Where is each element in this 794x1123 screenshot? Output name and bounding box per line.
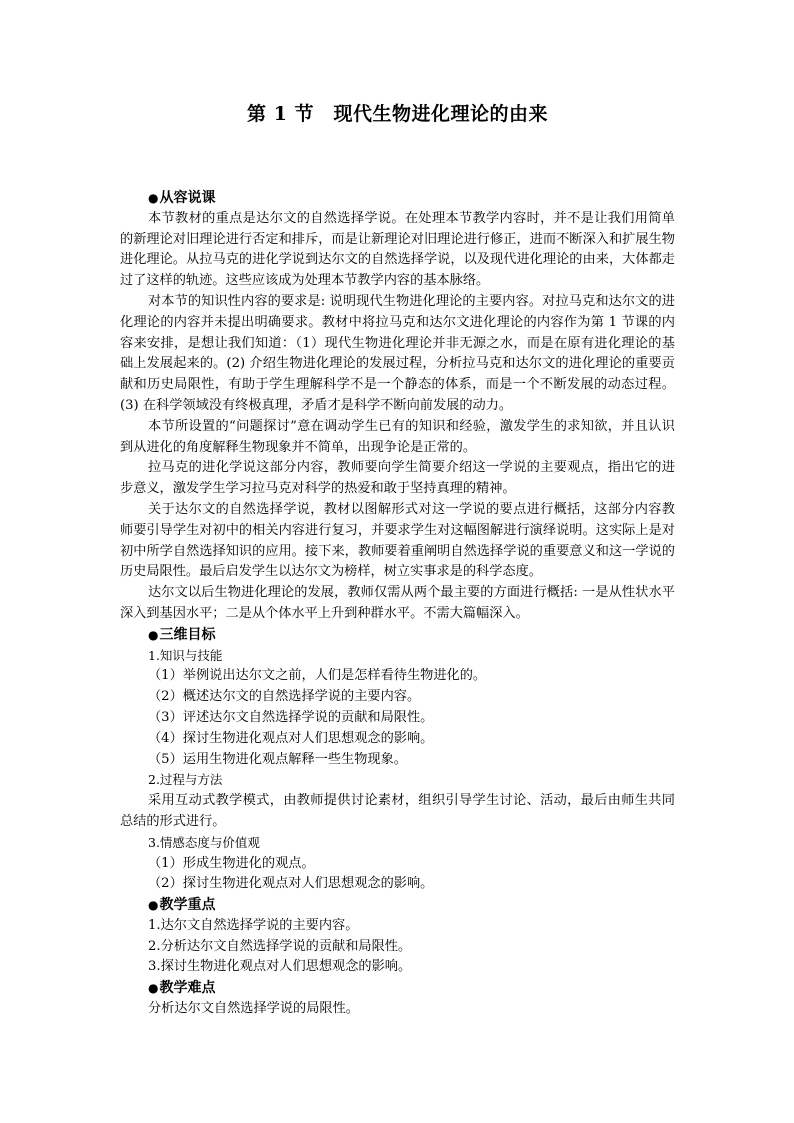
subheading-process-method: 2.过程与方法: [148, 772, 223, 788]
list-item: 2.分析达尔文自然选择学说的贡献和局限性。: [148, 938, 412, 954]
subheading-attitude-values: 3.情感态度与价值观: [148, 834, 260, 850]
list-item: （1）举例说出达尔文之前，人们是怎样看待生物进化的。: [148, 668, 487, 684]
paragraph: 本节所设置的“问题探讨”意在调动学生已有的知识和经验，激发学生的求知欲，并且认识到从进化的角度解释生物现象并不简单，出现争论是正常的。: [120, 418, 675, 455]
list-item: 3.探讨生物进化观点对人们思想观念的影响。: [148, 959, 412, 975]
section-heading-cong-rong-shuo-ke: [120, 188, 675, 209]
paragraph: 对本节的知识性内容的要求是: 说明现代生物进化理论的主要内容。对拉马克和达尔文的进化理论的内容并未提出明确要求。教材中将拉马克和达尔文进化理论的内容作为第 1 节课的内容来安排，是想让我们知道：（1）现代生物进化理论并非无源之水，而是在原有进化理论的基础上发展起来的。(2) 介绍生物进化理论的发展过程，分析拉马克和达尔文的进化理论的重要贡献和历史局限性，有助于学生理解科学不是一个静态的体系，而是一个不断发展的动态过程。(3) 在科学领域没有终极真理，矛盾才是科学不断向前发展的动力。: [120, 293, 675, 413]
list-item: （3）评述达尔文自然选择学说的贡献和局限性。: [148, 709, 434, 725]
list-item: （1）形成生物进化的观点。: [148, 855, 315, 871]
section-heading-label: 从容说课: [159, 190, 216, 206]
paragraph: 关于达尔文的自然选择学说，教材以图解形式对这一学说的要点进行概括，这部分内容教师要引导学生对初中的相关内容进行复习，并要求学生对这幅图解进行演绎说明。这实际上是对初中所学自然选择知识的应用。接下来，教师要着重阐明自然选择学说的重要意义和这一学说的历史局限性。最后启发学生以达尔文为榜样，树立实事求是的科学态度。: [120, 501, 675, 580]
subheading-knowledge-skills: 1.知识与技能: [148, 647, 223, 663]
paragraph: 采用互动式教学模式，由教师提供讨论素材，组织引导学生讨论、活动，最后由师生共同总结的形式进行。: [120, 793, 675, 829]
list-item: 1.达尔文自然选择学说的主要内容。: [148, 917, 359, 933]
bullet-icon: ●: [148, 898, 159, 913]
paragraph: 达尔文以后生物进化理论的发展，教师仅需从两个最主要的方面进行概括: 一是从性状水平深入到基因水平；二是从个体水平上升到种群水平。不需大篇幅深入。: [120, 585, 675, 621]
list-item: （2）探讨生物进化观点对人们思想观念的影响。: [148, 876, 434, 892]
list-item: （4）探讨生物进化观点对人们思想观念的影响。: [148, 730, 434, 746]
section-heading-label: 教学重点: [159, 897, 216, 914]
list-item: （5）运用生物进化观点解释一些生物现象。: [148, 751, 407, 767]
paragraph: 本节教材的重点是达尔文的自然选择学说。在处理本节教学内容时，并不是让我们用简单的新理论对旧理论进行否定和排斥，而是让新理论对旧理论进行修正，进而不断深入和扩展生物进化理论。从拉马克的进化学说到达尔文的自然选择学说，以及现代进化理论的由来，大体都走过了这样的轨迹。这些应该成为处理本节教学内容的基本脉络。: [120, 210, 675, 289]
paragraph: 分析达尔文自然选择学说的局限性。: [148, 1001, 359, 1017]
section-heading-label: 教学难点: [159, 980, 216, 997]
bullet-icon: ●: [148, 981, 159, 996]
section-heading-label: 三维目标: [159, 626, 216, 643]
section-heading-jiao-xue-nan-dian: [120, 978, 675, 999]
section-heading-jiao-xue-zhong-dian: [120, 895, 675, 916]
bullet-icon: ●: [148, 191, 159, 205]
section-heading-san-wei-mu-biao: [120, 625, 675, 646]
document-page: [120, 100, 675, 1020]
bullet-icon: ●: [148, 627, 159, 642]
paragraph: 拉马克的进化学说这部分内容，教师要向学生简要介绍这一学说的主要观点，指出它的进步意义，激发学生学习拉马克对科学的热爱和敢于坚持真理的精神。: [120, 460, 675, 497]
list-item: （2）概述达尔文的自然选择学说的主要内容。: [148, 689, 421, 705]
page-title: 第 1 节 现代生物进化理论的由来: [247, 103, 548, 125]
